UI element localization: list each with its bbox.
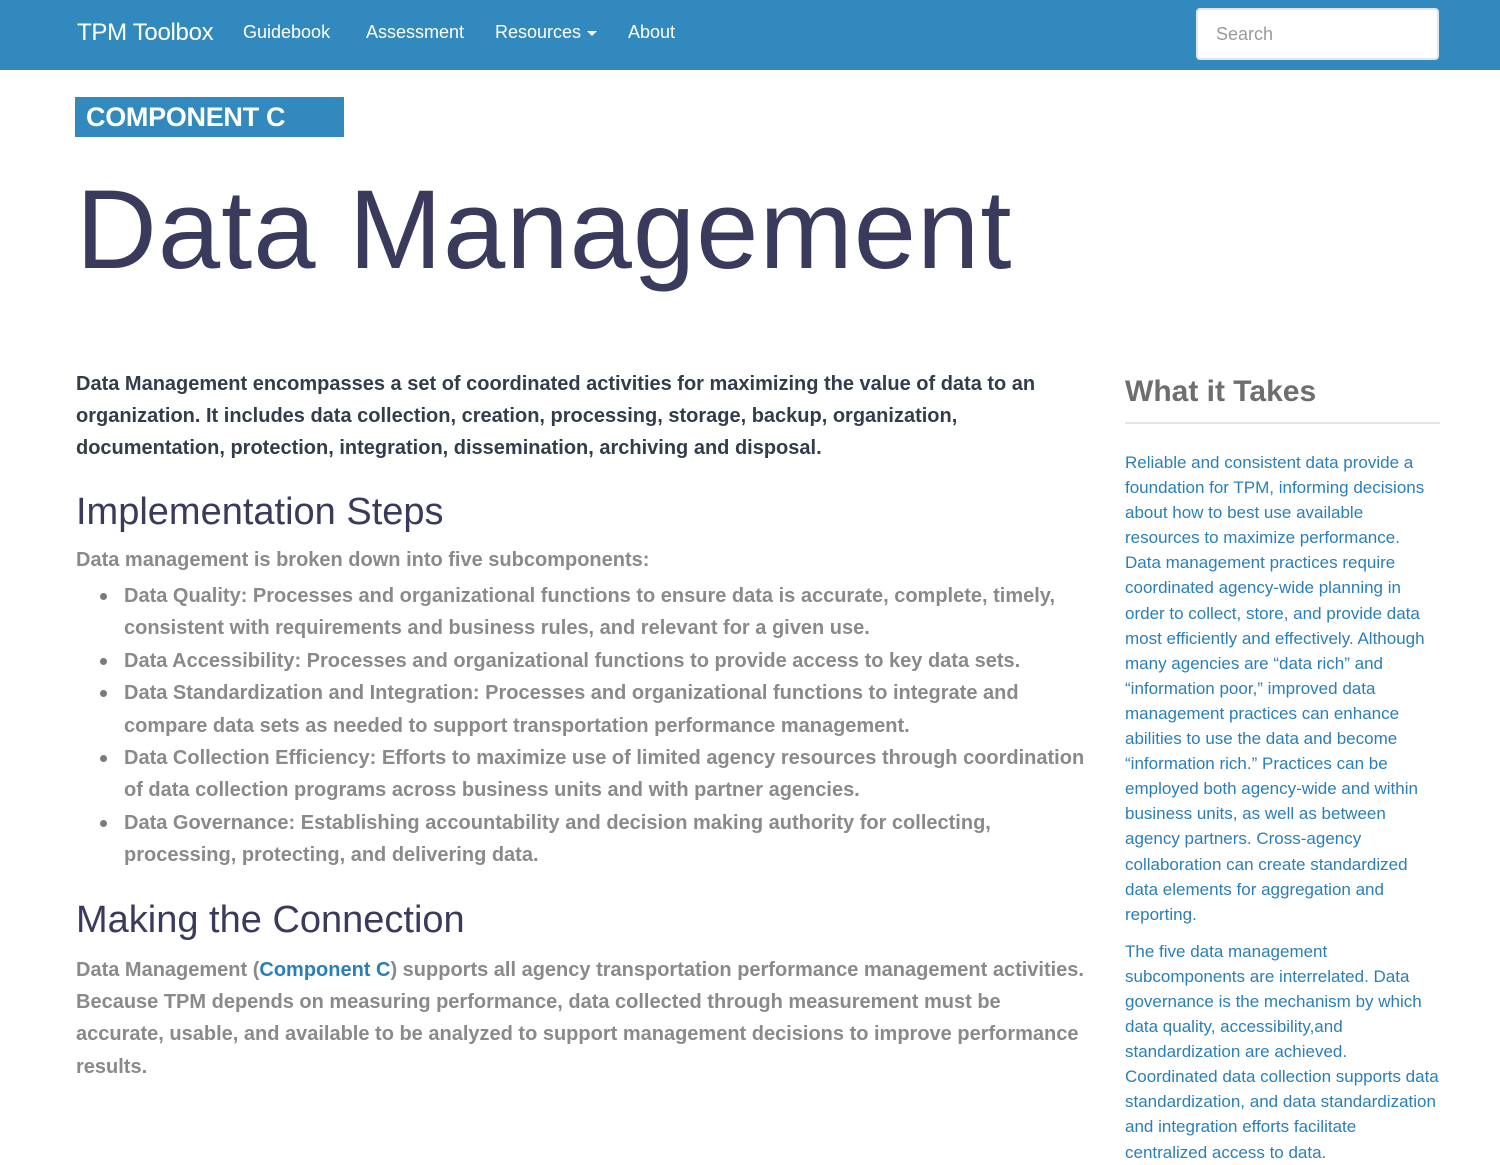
implementation-intro: Data management is broken down into five subcomponents: [76, 549, 650, 571]
list-item [124, 580, 1086, 645]
making-connection-heading: Making the Connection [76, 898, 465, 941]
component-c-link[interactable]: Component C [259, 958, 391, 981]
connection-text-after: ) supports all agency transportation performance management activities. Because TPM depends on measuring performance, data collected through measurement must be accurate, usable, and available to be analyzed to support management decisions to improve performance results. [76, 958, 1084, 1078]
bullet-icon [100, 690, 107, 697]
step-text: Data Collection Efficiency: Efforts to maximize use of limited agency resources through coordination of data collection programs across business units and with partner agencies. [124, 747, 1085, 802]
brand-link[interactable]: TPM Toolbox [77, 19, 214, 46]
lead-paragraph: Data Management encompasses a set of coordinated activities for maximizing the value of data to an organization. It includes data collection, creation, processing, storage, backup, organization, documentation, protection, integration, dissemination, archiving and disposal. [76, 373, 1036, 459]
sidebar-title: What it Takes [1125, 372, 1440, 424]
connection-paragraph [76, 954, 1086, 1084]
page-title: Data Management [76, 167, 1013, 292]
implementation-steps-list [76, 580, 1086, 872]
list-item [124, 645, 1086, 677]
top-navbar [0, 0, 1500, 70]
bullet-icon [100, 755, 107, 762]
sidebar-paragraph: The five data management subcomponents are interrelated. Data governance is the mechanism by which data quality, accessibility,and standardization are achieved. Coordinated data collection supports data standardization, and data standardization and integration efforts facilitate centralized access to data. [1125, 941, 1439, 1162]
nav-assessment[interactable]: Assessment [366, 22, 465, 42]
component-badge: COMPONENT C [75, 97, 344, 137]
bullet-icon [100, 658, 107, 665]
nav-about[interactable]: About [628, 22, 676, 42]
step-text: Data Governance: Establishing accountability and decision making authority for collecting, processing, protecting, and delivering data. [124, 811, 991, 867]
connection-text-before: Data Management ( [76, 958, 260, 981]
step-text: Data Standardization and Integration: Processes and organizational functions to integrate and compare data sets as needed to support transportation performance management. [124, 682, 1019, 737]
what-it-takes-sidebar [1125, 372, 1440, 1165]
bullet-icon [100, 593, 107, 600]
step-text: Data Accessibility: Processes and organizational functions to provide access to key data sets. [124, 649, 1021, 672]
implementation-steps-heading: Implementation Steps [76, 491, 444, 533]
list-item [124, 807, 1086, 872]
sidebar-paragraph: Reliable and consistent data provide a foundation for TPM, informing decisions about how to best use available resources to maximize performance. Data management practices require coordinated agency-wide planning in order to collect, store, and provide data most efficiently and effectively. Although many agencies are “data rich” and “information poor,” improved data management practices can enhance abilities to use the data and become “information rich.” Practices can be employed both agency-wide and within business units, as well as between agency partners. Cross-agency collaboration can create standardized data elements for aggregation and reporting. [1125, 453, 1425, 924]
search-input[interactable] [1196, 8, 1439, 60]
caret-down-icon [587, 31, 597, 36]
bullet-icon [100, 820, 107, 827]
main-content [76, 368, 1086, 1083]
nav-resources-label: Resources [495, 22, 582, 42]
list-item [124, 677, 1086, 742]
list-item [124, 742, 1086, 807]
step-text: Data Quality: Processes and organizational functions to ensure data is accurate, complete, timely, consistent with requirements and business rules, and relevant for a given use. [124, 585, 1056, 640]
nav-guidebook[interactable]: Guidebook [243, 22, 331, 42]
nav-resources-dropdown[interactable] [495, 22, 597, 43]
